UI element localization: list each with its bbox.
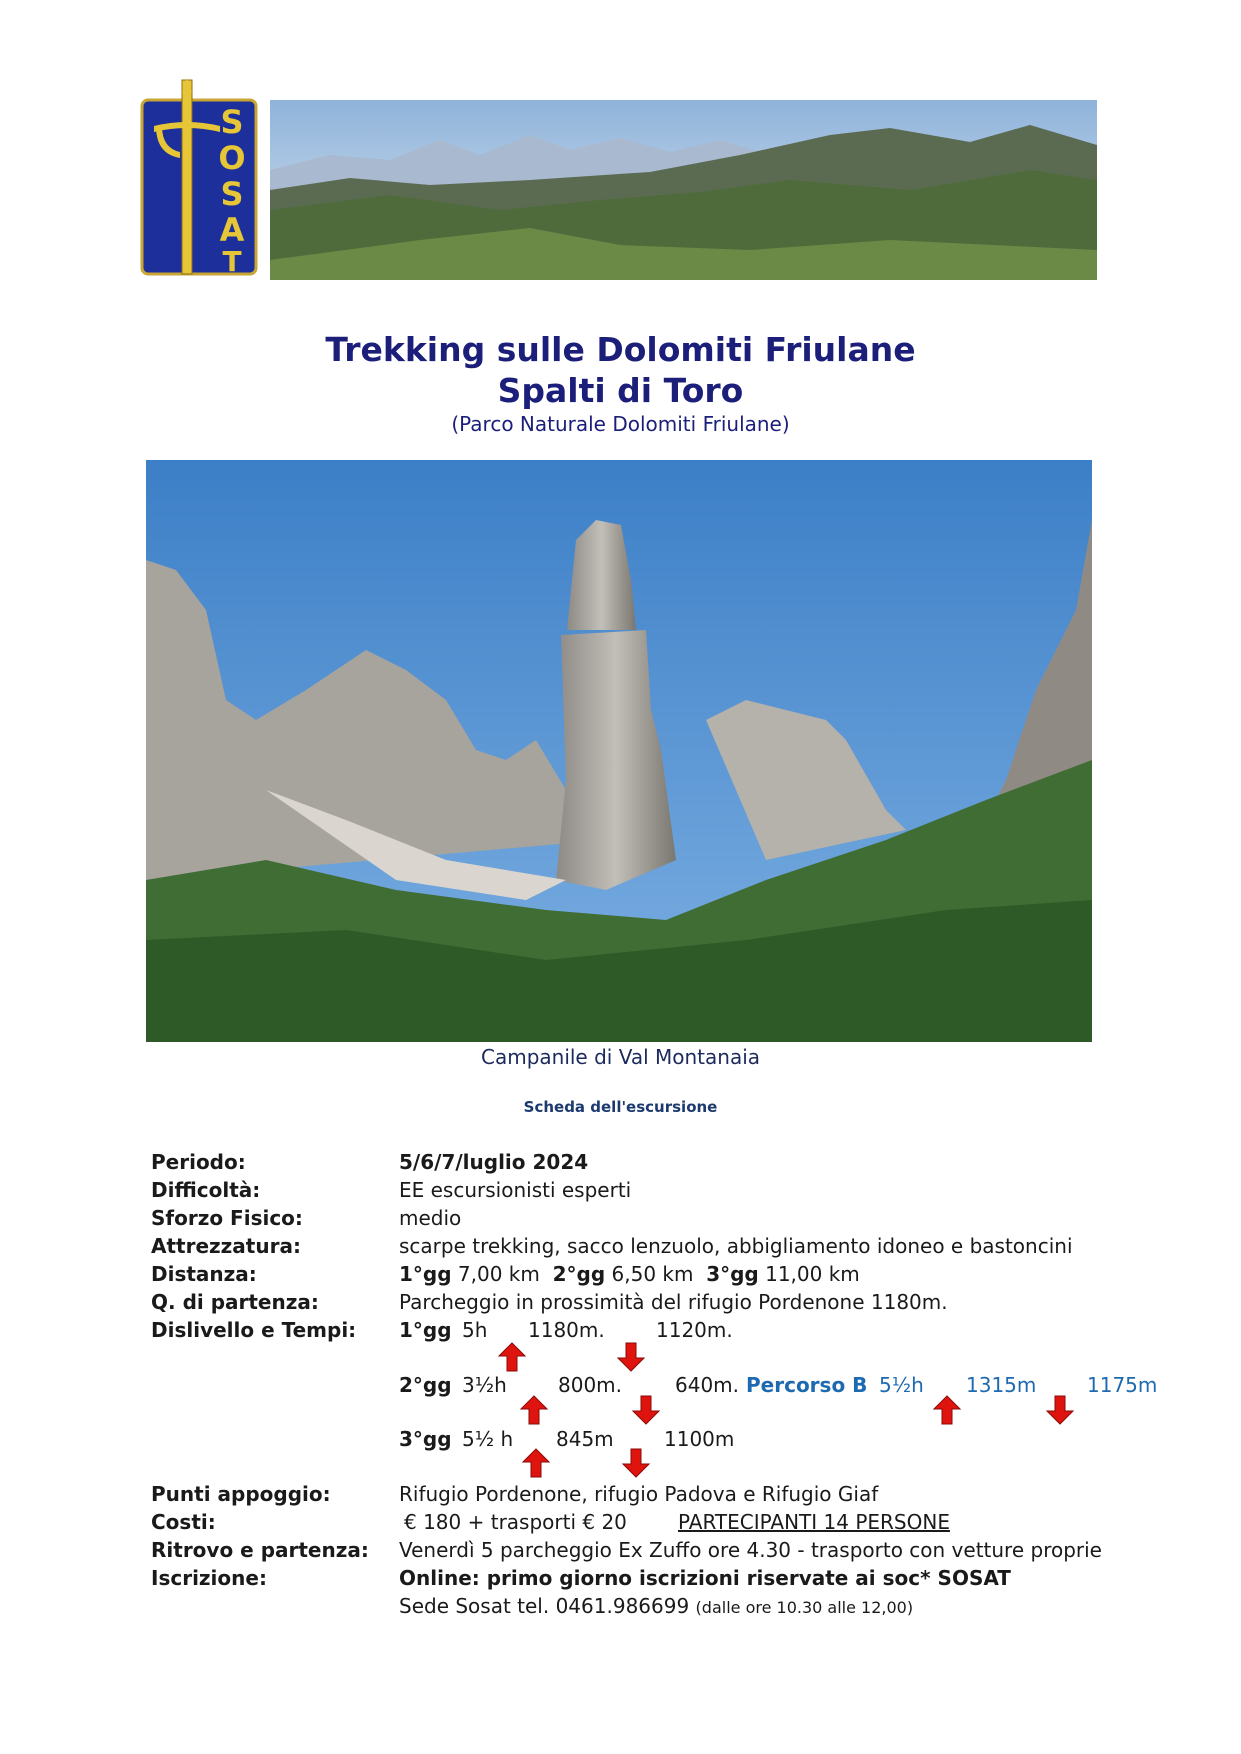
label-costi: Costi: [151, 1510, 216, 1534]
percorso-b-up: 1315m [966, 1373, 1037, 1397]
label-iscrizione: Iscrizione: [151, 1566, 267, 1590]
arrow-up-icon [498, 1342, 526, 1372]
disl-day1-up: 1180m. [528, 1318, 605, 1342]
label-sforzo: Sforzo Fisico: [151, 1206, 303, 1230]
label-partenza: Q. di partenza: [151, 1290, 319, 1314]
photo-caption: Campanile di Val Montanaia [480, 1045, 761, 1069]
value-difficolta: EE escursionisti esperti [399, 1178, 632, 1202]
svg-text:S: S [220, 175, 244, 213]
label-ritrovo: Ritrovo e partenza: [151, 1538, 369, 1562]
distanza-day1: 1°gg [399, 1262, 452, 1286]
distanza-km1: 7,00 km [457, 1262, 540, 1286]
value-costi: € 180 + trasporti € 20 [404, 1510, 627, 1534]
disl-day2-down: 640m. [675, 1373, 740, 1397]
arrow-up-icon [520, 1395, 548, 1425]
arrow-down-icon [617, 1342, 645, 1372]
percorso-b-down: 1175m [1087, 1373, 1158, 1397]
label-difficolta: Difficoltà: [151, 1178, 261, 1202]
svg-text:T: T [222, 245, 242, 276]
disl-day1: 1°gg [399, 1318, 452, 1342]
label-dislivello: Dislivello e Tempi: [151, 1318, 357, 1342]
value-distanza [399, 1262, 860, 1286]
campanile-photo [146, 460, 1092, 1042]
value-ritrovo: Venerdì 5 parcheggio Ex Zuffo ore 4.30 - trasporto con vetture proprie [399, 1538, 1102, 1562]
label-periodo: Periodo: [151, 1150, 246, 1174]
value-appoggio: Rifugio Pordenone, rifugio Padova e Rifugio Giaf [399, 1482, 879, 1506]
disl-day3: 3°gg [399, 1427, 452, 1451]
distanza-km3: 11,00 km [765, 1262, 860, 1286]
distanza-day2: 2°gg [552, 1262, 606, 1286]
label-appoggio: Punti appoggio: [151, 1482, 331, 1506]
disl-day2-up: 800m. [558, 1373, 623, 1397]
disl-day1-time: 5h [462, 1318, 488, 1342]
arrow-down-icon [622, 1448, 650, 1478]
label-attrezzatura: Attrezzatura: [151, 1234, 301, 1258]
arrow-down-icon [632, 1395, 660, 1425]
svg-text:A: A [219, 211, 245, 249]
distanza-km2: 6,50 km [611, 1262, 694, 1286]
arrow-up-icon [933, 1395, 961, 1425]
value-partenza: Parcheggio in prossimità del rifugio Pordenone 1180m. [399, 1290, 948, 1314]
arrow-up-icon [522, 1448, 550, 1478]
svg-text:O: O [218, 139, 246, 177]
value-periodo: 5/6/7/luglio 2024 [399, 1150, 589, 1174]
percorso-b-label: Percorso B [746, 1373, 868, 1397]
percorso-b-time: 5½h [879, 1373, 924, 1397]
disl-day3-up: 845m [556, 1427, 614, 1451]
title-main: Trekking sulle Dolomiti Friulane [325, 330, 916, 369]
mountain-banner-image [270, 100, 1097, 280]
value-iscrizione-sede [399, 1594, 913, 1618]
distanza-day3: 3°gg [706, 1262, 759, 1286]
label-distanza: Distanza: [151, 1262, 257, 1286]
disl-day1-down: 1120m. [656, 1318, 733, 1342]
value-partecipanti: PARTECIPANTI 14 PERSONE [678, 1510, 950, 1534]
disl-day3-time: 5½ h [462, 1427, 514, 1451]
svg-text:S: S [220, 103, 244, 141]
arrow-down-icon [1046, 1395, 1074, 1425]
title-sub: Spalti di Toro [497, 371, 744, 410]
disl-day2: 2°gg [399, 1373, 452, 1397]
title-park: (Parco Naturale Dolomiti Friulane) [451, 412, 790, 436]
disl-day2-time: 3½h [462, 1373, 507, 1397]
value-iscrizione-online: Online: primo giorno iscrizioni riservate ai soc* SOSAT [399, 1566, 1011, 1590]
value-attrezzatura: scarpe trekking, sacco lenzuolo, abbigliamento idoneo e bastoncini [399, 1234, 1073, 1258]
disl-day3-down: 1100m [664, 1427, 735, 1451]
sheet-subtitle: Scheda dell'escursione [523, 1098, 718, 1116]
sede-orari: (dalle ore 10.30 alle 12,00) [695, 1598, 914, 1617]
sosat-logo [140, 78, 258, 276]
value-sforzo: medio [399, 1206, 462, 1230]
sede-telefono: Sede Sosat tel. 0461.986699 [399, 1594, 690, 1618]
